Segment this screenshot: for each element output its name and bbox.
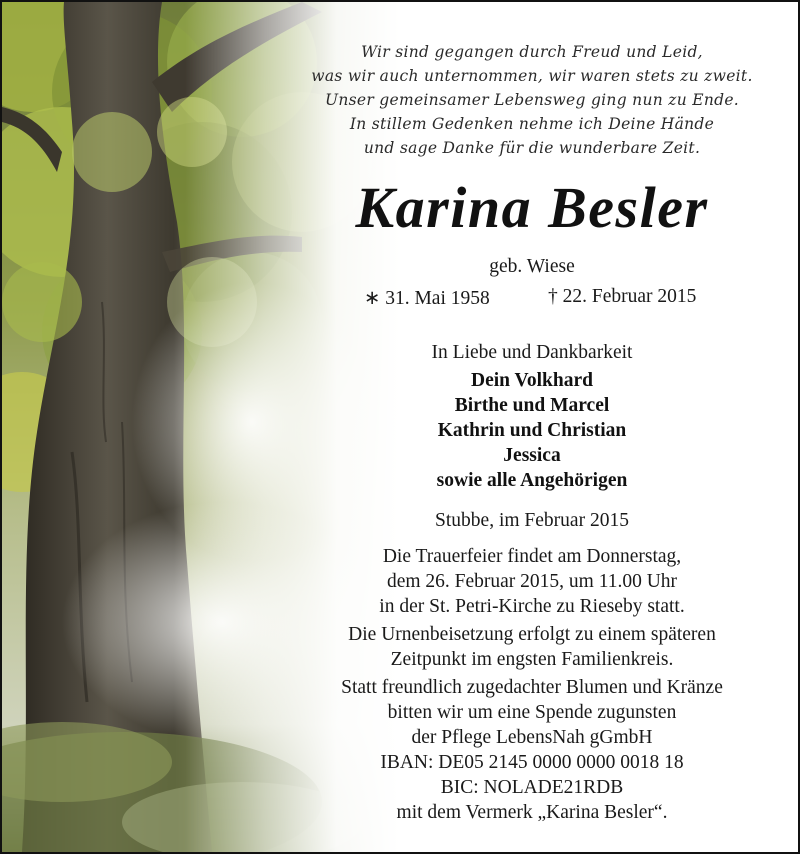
donation-line: mit dem Vermerk „Karina Besler“.: [396, 802, 668, 823]
mourner-name: Birthe und Marcel: [454, 395, 610, 416]
iban-line: IBAN: DE05 2145 0000 0000 0018 18: [380, 752, 684, 773]
mourners-intro: In Liebe und Dankbarkeit: [431, 342, 633, 363]
burial-line: Die Urnenbeisetzung erfolgt zu einem späteren: [348, 624, 716, 645]
mourner-name: Jessica: [503, 445, 561, 466]
poem-line: und sage Danke für die wunderbare Zeit.: [363, 139, 701, 157]
burial-line: Zeitpunkt im engsten Familienkreis.: [390, 649, 674, 670]
poem-line: Unser gemeinsamer Lebensweg ging nun zu Ende.: [324, 91, 740, 109]
death-date: † 22. Februar 2015: [548, 286, 697, 307]
poem-line: Wir sind gegangen durch Freud und Leid,: [361, 43, 703, 61]
bic-line: BIC: NOLADE21RDB: [440, 777, 624, 798]
poem-line: In stillem Gedenken nehme ich Deine Hände: [349, 115, 715, 133]
ceremony-line: Die Trauerfeier findet am Donnerstag,: [382, 546, 682, 567]
place-date: Stubbe, im Februar 2015: [435, 510, 629, 531]
birth-date: ∗ 31. Mai 1958: [364, 288, 490, 309]
donation-line: bitten wir um eine Spende zugunsten: [387, 702, 677, 723]
donation-line: der Pflege LebensNah gGmbH: [411, 727, 653, 748]
poem-line: was wir auch unternommen, wir waren stets zu zweit.: [311, 67, 753, 85]
mourner-name: Kathrin und Christian: [437, 420, 627, 441]
mourner-name: sowie alle Angehörigen: [436, 470, 628, 491]
maiden-name: geb. Wiese: [489, 256, 575, 277]
deceased-name: Karina Besler: [355, 175, 709, 240]
mourner-name: Dein Volkhard: [471, 370, 593, 391]
donation-line: Statt freundlich zugedachter Blumen und Kränze: [341, 677, 723, 698]
ceremony-line: in der St. Petri-Kirche zu Rieseby statt.: [379, 596, 685, 617]
ceremony-line: dem 26. Februar 2015, um 11.00 Uhr: [386, 571, 678, 592]
